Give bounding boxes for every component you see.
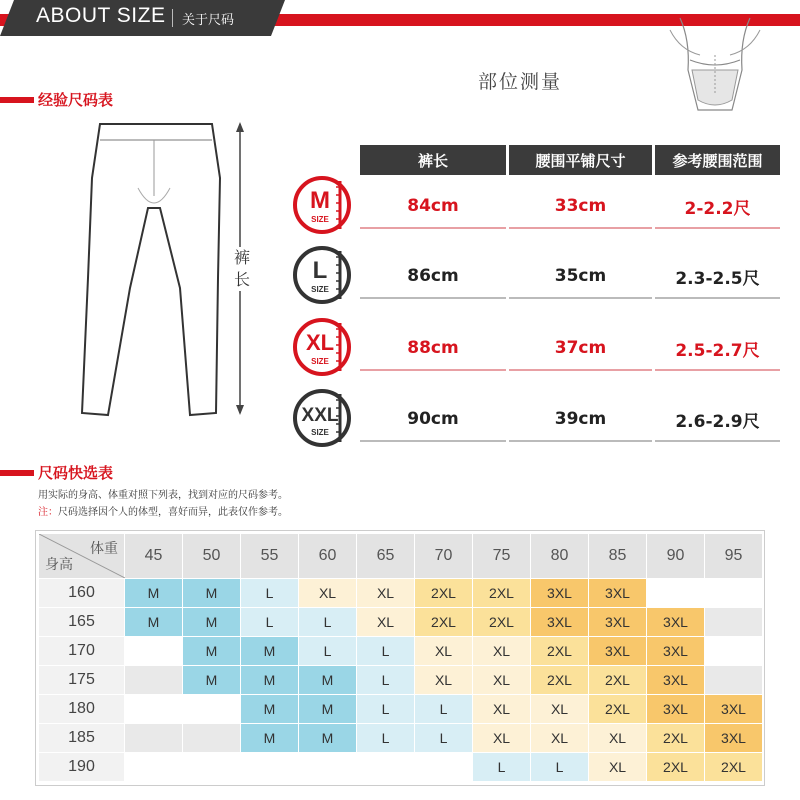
size-cell: 3XL: [531, 579, 589, 608]
size-cell: L: [415, 695, 473, 724]
row-divider: [509, 440, 652, 442]
size-cell: M: [183, 579, 241, 608]
size-cell: [183, 724, 241, 753]
size-cell: M: [241, 724, 299, 753]
size-cell: XL: [357, 579, 415, 608]
badge-size-word: SIZE: [311, 357, 329, 366]
size-cell: [125, 724, 183, 753]
weight-header-90: 90: [647, 534, 705, 579]
size-cell: M: [241, 637, 299, 666]
row-divider: [655, 297, 780, 299]
size-cell: [183, 695, 241, 724]
quick-heading: 尺码快选表: [38, 464, 114, 482]
length-value: 86cm: [407, 266, 459, 286]
banner-separator: [172, 9, 173, 27]
size-cell: M: [241, 695, 299, 724]
waist-flat-value: 33cm: [554, 196, 607, 216]
waist-range-value: 2.3-2.5尺: [675, 268, 760, 289]
size-cell: XL: [357, 608, 415, 637]
waist-range-value: 2.6-2.9尺: [675, 411, 760, 432]
size-cell: 3XL: [647, 637, 705, 666]
height-cell-190: 190: [39, 753, 125, 782]
measure-title: 部位测量: [478, 71, 563, 93]
table-row: [39, 724, 763, 753]
height-cell-175: 175: [39, 666, 125, 695]
waist-flat-value: 35cm: [554, 266, 607, 286]
height-cell-160: 160: [39, 579, 125, 608]
height-cell-180: 180: [39, 695, 125, 724]
size-cell: XL: [415, 666, 473, 695]
weight-header-80: 80: [531, 534, 589, 579]
header-length: 裤长: [360, 145, 506, 175]
weight-header-75: 75: [473, 534, 531, 579]
size-cell: L: [357, 637, 415, 666]
table-row: [39, 608, 763, 637]
row-divider: [360, 369, 506, 371]
weight-header-65: 65: [357, 534, 415, 579]
size-cell: [125, 666, 183, 695]
size-cell: [647, 579, 705, 608]
weight-label: 体重: [90, 540, 118, 556]
height-cell-185: 185: [39, 724, 125, 753]
size-cell: XL: [473, 637, 531, 666]
quick-note-text: 尺码选择因个人的体型，喜好而异，此表仅作参考。: [58, 507, 288, 518]
size-cell: L: [299, 608, 357, 637]
size-badge-m: [292, 175, 352, 235]
table-corner-cell: [39, 534, 125, 579]
size-badge-xxl: [292, 388, 352, 448]
badge-size-word: SIZE: [311, 285, 329, 294]
weight-header-50: 50: [183, 534, 241, 579]
size-cell: [705, 637, 763, 666]
size-cell: 2XL: [473, 608, 531, 637]
size-cell: 3XL: [647, 608, 705, 637]
height-cell-170: 170: [39, 637, 125, 666]
size-cell: [125, 695, 183, 724]
size-cell: 2XL: [531, 637, 589, 666]
size-cell: [241, 753, 299, 782]
experience-heading: 经验尺码表: [38, 91, 114, 109]
badge-size-text: XL: [305, 330, 335, 355]
size-cell: 2XL: [415, 608, 473, 637]
size-cell: 3XL: [705, 724, 763, 753]
quick-note: [38, 503, 288, 518]
size-cell: 3XL: [705, 695, 763, 724]
weight-header-70: 70: [415, 534, 473, 579]
header-waist-range: 参考腰围范围: [655, 145, 780, 175]
size-cell: M: [299, 666, 357, 695]
size-cell: L: [415, 724, 473, 753]
row-divider: [655, 227, 780, 229]
size-cell: XL: [589, 724, 647, 753]
size-cell: 2XL: [705, 753, 763, 782]
size-cell: M: [125, 579, 183, 608]
header-waist-flat: 腰围平铺尺寸: [509, 145, 652, 175]
height-cell-165: 165: [39, 608, 125, 637]
size-cell: [705, 579, 763, 608]
length-value: 84cm: [407, 196, 459, 216]
size-cell: M: [241, 666, 299, 695]
size-cell: 3XL: [647, 695, 705, 724]
row-divider: [360, 440, 506, 442]
size-cell: [415, 753, 473, 782]
height-label: 身高: [45, 556, 73, 572]
length-value: 90cm: [407, 409, 459, 429]
size-cell: XL: [531, 695, 589, 724]
waist-range-value: 2-2.2尺: [684, 198, 751, 219]
quick-description: 用实际的身高、体重对照下列表，找到对应的尺码参考。: [38, 490, 288, 501]
length-value: 88cm: [407, 338, 459, 358]
row-divider: [509, 297, 652, 299]
size-cell: M: [183, 637, 241, 666]
section-bar-quick: [0, 470, 34, 476]
size-cell: 2XL: [647, 724, 705, 753]
size-cell: 2XL: [647, 753, 705, 782]
size-cell: L: [357, 724, 415, 753]
size-cell: L: [241, 579, 299, 608]
size-cell: [357, 753, 415, 782]
quick-select-table: [38, 533, 763, 782]
size-cell: [125, 637, 183, 666]
pants-illustration: [78, 118, 258, 443]
row-divider: [360, 297, 506, 299]
size-cell: [183, 753, 241, 782]
waist-flat-value: 37cm: [554, 338, 607, 358]
size-cell: [125, 753, 183, 782]
size-cell: XL: [589, 753, 647, 782]
size-cell: M: [183, 666, 241, 695]
badge-size-text: M: [310, 187, 330, 214]
size-cell: L: [241, 608, 299, 637]
size-badge-l: [292, 245, 352, 305]
badge-size-word: SIZE: [311, 428, 329, 437]
row-divider: [509, 369, 652, 371]
size-cell: XL: [299, 579, 357, 608]
size-cell: 2XL: [531, 666, 589, 695]
size-cell: M: [183, 608, 241, 637]
size-cell: L: [473, 753, 531, 782]
row-divider: [360, 227, 506, 229]
size-cell: [705, 608, 763, 637]
size-cell: 3XL: [589, 579, 647, 608]
row-divider: [655, 440, 780, 442]
size-cell: 2XL: [473, 579, 531, 608]
section-bar-experience: [0, 97, 34, 103]
weight-header-45: 45: [125, 534, 183, 579]
size-cell: [299, 753, 357, 782]
quick-table-header-row: [39, 534, 763, 579]
size-cell: 3XL: [589, 637, 647, 666]
size-cell: 2XL: [589, 695, 647, 724]
weight-header-95: 95: [705, 534, 763, 579]
size-cell: XL: [531, 724, 589, 753]
waist-range-value: 2.5-2.7尺: [675, 340, 760, 361]
size-cell: L: [299, 637, 357, 666]
row-divider: [655, 369, 780, 371]
table-row: [39, 753, 763, 782]
badge-size-word: SIZE: [311, 215, 329, 224]
size-cell: 3XL: [589, 608, 647, 637]
size-cell: 2XL: [589, 666, 647, 695]
size-cell: L: [357, 666, 415, 695]
row-divider: [509, 227, 652, 229]
table-row: [39, 666, 763, 695]
size-cell: L: [531, 753, 589, 782]
banner-title: ABOUT SIZE: [36, 4, 166, 27]
size-cell: XL: [473, 695, 531, 724]
size-cell: 2XL: [415, 579, 473, 608]
quick-note-prefix: 注：: [38, 507, 58, 518]
badge-size-text: L: [312, 257, 328, 284]
waist-measure-figure: [660, 10, 770, 120]
size-cell: XL: [473, 724, 531, 753]
size-cell: M: [125, 608, 183, 637]
weight-header-55: 55: [241, 534, 299, 579]
size-cell: [705, 666, 763, 695]
waist-flat-value: 39cm: [554, 409, 607, 429]
size-cell: 3XL: [531, 608, 589, 637]
size-cell: XL: [415, 637, 473, 666]
badge-size-text: XXL: [301, 405, 339, 426]
table-row: [39, 637, 763, 666]
size-cell: M: [299, 724, 357, 753]
size-cell: M: [299, 695, 357, 724]
banner-subtitle: 关于尺码: [182, 13, 235, 28]
size-cell: XL: [473, 666, 531, 695]
weight-header-60: 60: [299, 534, 357, 579]
table-row: [39, 695, 763, 724]
size-cell: 3XL: [647, 666, 705, 695]
size-badge-xl: [292, 317, 352, 377]
pants-length-label: 裤长: [233, 248, 250, 289]
weight-header-85: 85: [589, 534, 647, 579]
size-cell: L: [357, 695, 415, 724]
table-row: [39, 579, 763, 608]
